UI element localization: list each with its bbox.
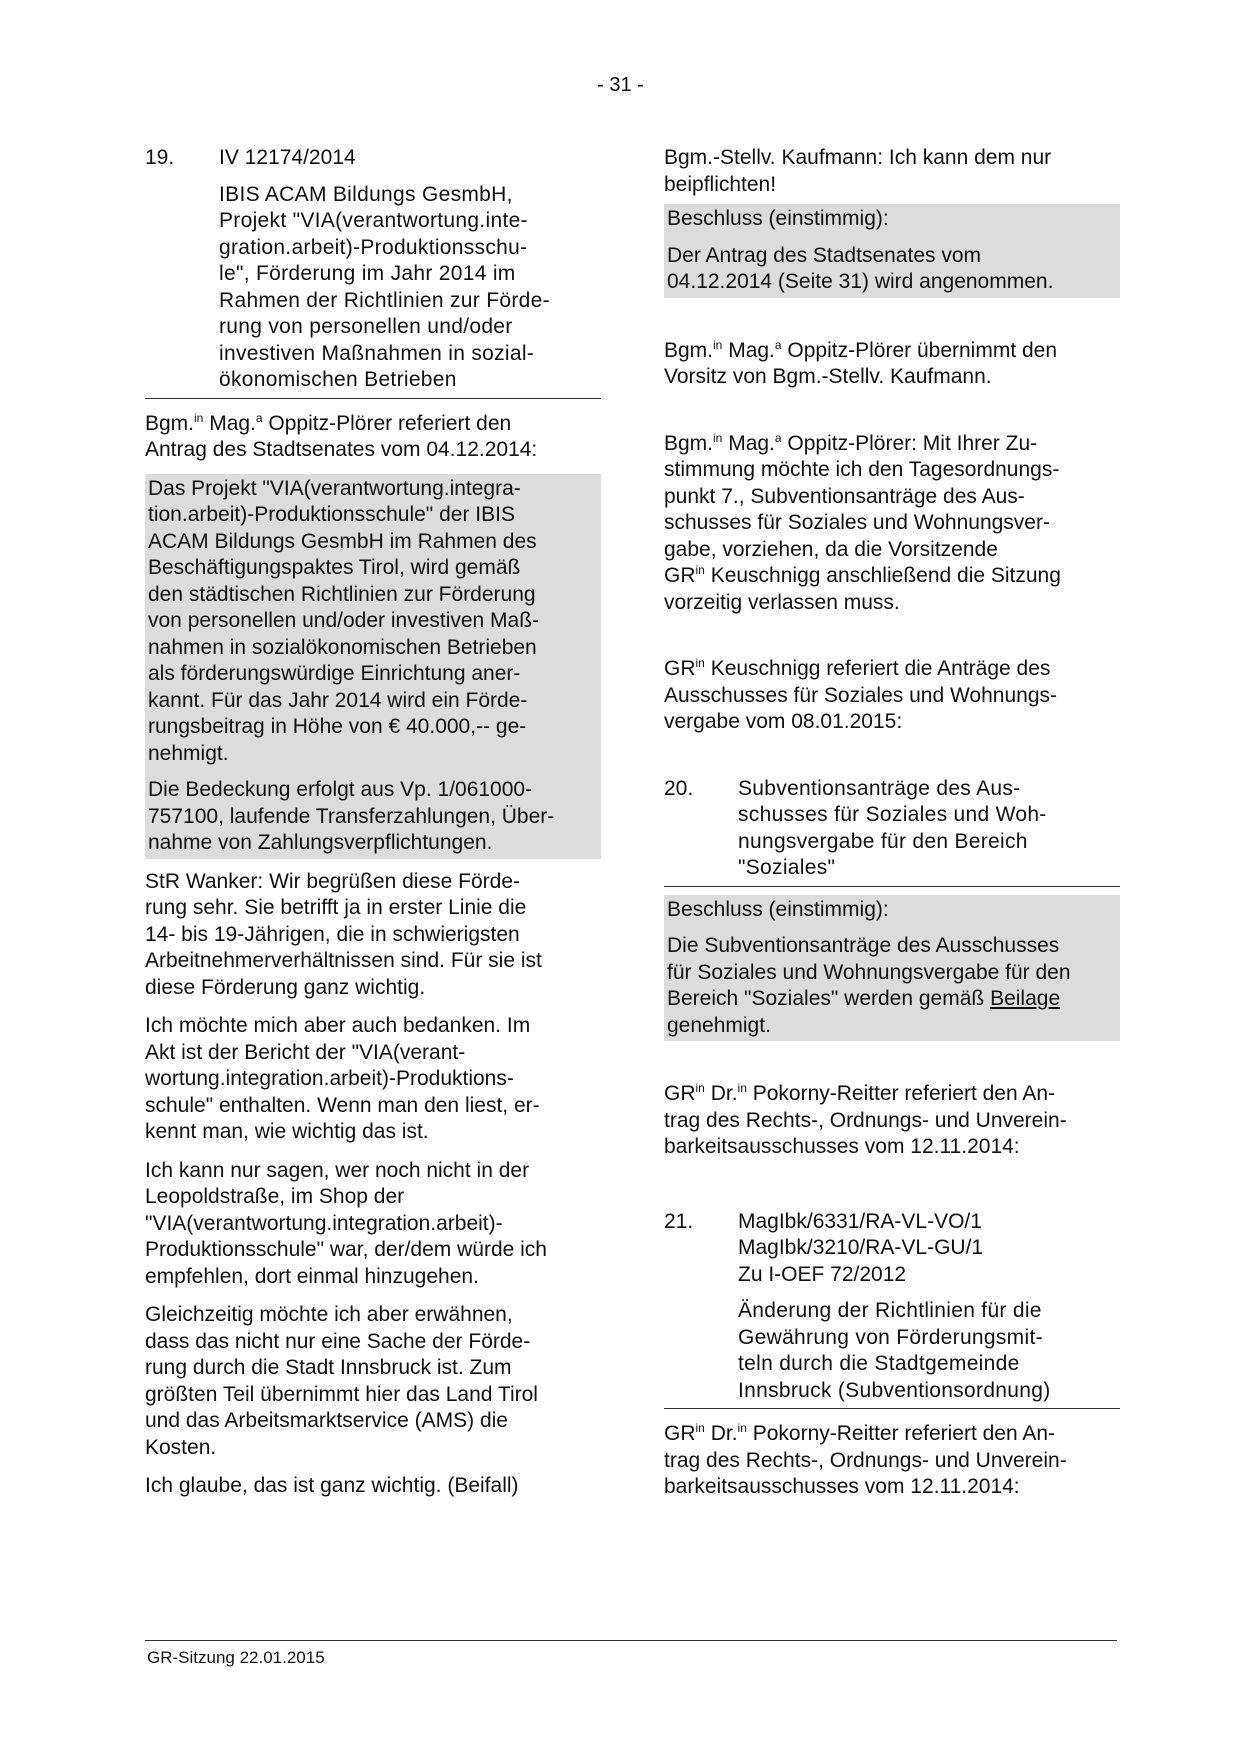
chair-change-paragraph	[664, 338, 1120, 391]
text-line: Beschäftigungspaktes Tirol, wird gemäß	[148, 556, 521, 579]
text-line: Dr.	[710, 1422, 738, 1445]
text-line: Leopoldstraße, im Shop der	[145, 1185, 405, 1208]
text-line: für Soziales und Wohnungsvergabe für den	[667, 960, 1071, 984]
text-line: "Soziales"	[738, 856, 836, 879]
speech-paragraph	[145, 1158, 601, 1291]
text-line: in	[713, 337, 723, 352]
text-line: genehmigt.	[667, 1013, 771, 1037]
text-line: dass das nicht nur eine Sache der Förde-	[145, 1329, 531, 1353]
text-line: Mag.	[728, 338, 775, 362]
text-line: diese Förderung ganz wichtig.	[145, 975, 426, 999]
text-line: GR	[664, 1082, 696, 1105]
title-line: IBIS ACAM Bildungs GesmbH,	[219, 182, 513, 206]
footer-session-date: GR-Sitzung 22.01.2015	[147, 1648, 325, 1667]
text-line: schule" enthalten. Wenn man den liest, er-	[145, 1093, 540, 1117]
text-line: "VIA(verantwortung.integration.arbeit)-	[145, 1211, 503, 1235]
text-line: trag des Rechts-, Ordnungs- und Unverein-	[664, 1448, 1067, 1472]
speech-paragraph	[145, 1302, 601, 1461]
text-line: 757100, laufende Transferzahlungen, Über-	[148, 804, 555, 828]
text-line: Ich möchte mich aber auch bedanken. Im	[145, 1014, 531, 1037]
text-line: Dr.	[710, 1082, 738, 1105]
left-column	[145, 145, 601, 1500]
text-line: Keuschnigg anschließend die Sitzung	[710, 564, 1061, 587]
chair-statement-paragraph	[664, 431, 1120, 617]
text-line: Die Subventionsanträge des Ausschusses	[667, 934, 1060, 957]
text-line: Zu I-OEF 72/2012	[738, 1262, 907, 1286]
text-line: stimmung möchte ich den Tagesordnungs-	[664, 458, 1060, 481]
speech-paragraph	[145, 869, 601, 1002]
text-line: Innsbruck (Subventionsordnung)	[738, 1378, 1051, 1402]
text-line: GR	[664, 657, 696, 680]
text-line: Ich glaube, das ist ganz wichtig. (Beifall)	[145, 1474, 519, 1497]
speech-paragraph	[145, 1473, 601, 1500]
text-line: MagIbk/3210/RA-VL-GU/1	[738, 1236, 984, 1259]
text-line: GR	[664, 564, 696, 587]
text-line: Subventionsanträge des Aus-	[738, 776, 1021, 800]
page-number: - 31 -	[597, 74, 644, 96]
text-line: Gleichzeitig möchte ich aber erwähnen,	[145, 1303, 513, 1326]
text-line: Pokorny-Reitter referiert den An-	[752, 1422, 1056, 1445]
title-line: Rahmen der Richtlinien zur Förde-	[219, 288, 550, 312]
text-line: empfehlen, dort einmal hinzugehen.	[145, 1264, 479, 1288]
title-line: Projekt "VIA(verantwortung.inte-	[219, 209, 528, 232]
resolution-box-1	[664, 204, 1120, 298]
text-line: schusses für Soziales und Woh-	[738, 803, 1047, 826]
text-line: in	[713, 430, 723, 445]
title-line: le", Förderung im Jahr 2014 im	[219, 262, 516, 285]
speech-paragraph	[145, 1013, 601, 1146]
text-line: und das Arbeitsmarktservice (AMS) die	[145, 1409, 508, 1432]
item-19-title	[145, 182, 601, 399]
text-line: Mag.	[728, 431, 775, 455]
title-line: rung von personellen und/oder	[219, 315, 513, 338]
item-reference: IV 12174/2014	[219, 146, 356, 169]
text-line: punkt 7., Subventionsanträge des Aus-	[664, 484, 1025, 508]
text-line: Gewährung von Förderungsmit-	[738, 1325, 1043, 1349]
item-21-references	[738, 1209, 1120, 1289]
text-line: barkeitsausschusses vom 12.11.2014:	[664, 1135, 1020, 1158]
box-paragraph-2	[148, 777, 598, 857]
text-line: Bereich "Soziales" werden gemäß	[667, 987, 991, 1010]
text-line: Bgm.	[664, 431, 714, 455]
text-line: Bgm.	[145, 411, 195, 435]
text-line: nungsvergabe für den Bereich	[738, 829, 1028, 853]
text-line: barkeitsausschusses vom 12.11.2014:	[664, 1475, 1020, 1498]
text-line: vergabe vom 08.01.2015:	[664, 710, 903, 733]
text-line: gabe, vorziehen, da die Vorsitzende	[664, 537, 998, 561]
beilage-link[interactable]: Beilage	[990, 987, 1061, 1010]
text-line: in	[695, 656, 705, 670]
item-19-heading	[145, 145, 601, 172]
intro-paragraph	[145, 411, 601, 464]
text-line: Ausschusses für Soziales und Wohnungs-	[664, 683, 1057, 707]
text-line: Bgm.-Stellv. Kaufmann: Ich kann dem nur	[664, 146, 1052, 169]
resolution-box-2	[664, 895, 1120, 1042]
text-line: schusses für Soziales und Wohnungsver-	[664, 511, 1050, 534]
item-21-title	[664, 1298, 1120, 1409]
text-line: a	[774, 430, 782, 445]
resolution-box	[145, 474, 601, 859]
item-20-title	[738, 776, 1120, 882]
item-number: 21.	[664, 1209, 694, 1233]
text-line: Oppitz-Plörer referiert den	[268, 411, 512, 435]
item-number: 19.	[145, 146, 175, 169]
text-line: Produktionsschule" war, der/dem würde ich	[145, 1238, 547, 1261]
text-line: teln durch die Stadtgemeinde	[738, 1352, 1020, 1375]
pokorny-paragraph-1	[664, 1081, 1120, 1161]
item-21-heading	[664, 1209, 1120, 1289]
item-number: 20.	[664, 776, 694, 800]
text-line: rung sehr. Sie betrifft ja in erster Linie die	[145, 896, 527, 919]
footer-divider	[145, 1640, 1117, 1641]
text-line: rungsbeitrag in Höhe von € 40.000,-- ge-	[148, 715, 527, 738]
title-line: investiven Maßnahmen in sozial-	[219, 341, 535, 365]
stellv-statement	[664, 145, 1120, 198]
text-line: a	[774, 337, 782, 352]
text-line: nehmigt.	[148, 741, 229, 765]
text-line: in	[737, 1081, 747, 1095]
text-line: wortung.integration.arbeit)-Produktions-	[145, 1067, 514, 1090]
text-line: Ich kann nur sagen, wer noch nicht in der	[145, 1158, 530, 1182]
item-20-heading	[664, 776, 1120, 887]
title-line: ökonomischen Betrieben	[219, 368, 457, 391]
text-line: größten Teil übernimmt hier das Land Tirol	[145, 1382, 538, 1406]
pokorny-paragraph-2	[664, 1421, 1120, 1501]
text-line: 14- bis 19-Jährigen, die in schwierigsten	[145, 922, 520, 946]
text-line: Mag.	[209, 411, 256, 435]
text-line: kennt man, wie wichtig das ist.	[145, 1120, 429, 1143]
right-column	[664, 145, 1120, 1501]
text-line: den städtischen Richtlinien zur Förderung	[148, 582, 536, 606]
text-line: rung durch die Stadt Innsbruck ist. Zum	[145, 1356, 512, 1379]
text-line: Der Antrag des Stadtsenates vom	[667, 243, 982, 267]
text-line: tion.arbeit)-Produktionsschule" der IBIS	[148, 503, 515, 526]
text-line: Änderung der Richtlinien für die	[738, 1299, 1042, 1322]
text-line: kannt. Für das Jahr 2014 wird ein Förde-	[148, 688, 528, 712]
text-line: Die Bedeckung erfolgt aus Vp. 1/061000-	[148, 778, 533, 801]
text-line: Vorsitz von Bgm.-Stellv. Kaufmann.	[664, 365, 992, 388]
text-line: nahmen in sozialökonomischen Betrieben	[148, 635, 537, 659]
text-line: als förderungswürdige Einrichtung aner-	[148, 662, 521, 685]
resolution-heading: Beschluss (einstimmig):	[667, 897, 889, 921]
text-line: 04.12.2014 (Seite 31) wird angenommen.	[667, 270, 1054, 293]
text-line: in	[695, 1081, 705, 1095]
title-line: gration.arbeit)-Produktionsschu-	[219, 235, 528, 259]
text-line: von personellen und/oder investiven Maß-	[148, 609, 540, 632]
text-line: Akt ist der Bericht der "VIA(verant-	[145, 1040, 466, 1064]
text-line: in	[695, 1421, 705, 1435]
text-line: Antrag des Stadtsenates vom 04.12.2014:	[145, 438, 538, 461]
text-line: in	[194, 410, 204, 425]
text-line: in	[737, 1421, 747, 1435]
text-line: nahme von Zahlungsverpflichtungen.	[148, 831, 493, 854]
text-line: beipflichten!	[664, 172, 777, 196]
text-line: Oppitz-Plörer: Mit Ihrer Zu-	[787, 431, 1038, 455]
text-line: GR	[664, 1422, 696, 1445]
text-line: Oppitz-Plörer übernimmt den	[787, 338, 1058, 362]
text-line: ACAM Bildungs GesmbH im Rahmen des	[148, 529, 537, 553]
text-line: Pokorny-Reitter referiert den An-	[752, 1082, 1056, 1105]
text-line: vorzeitig verlassen muss.	[664, 590, 900, 614]
text-line: Arbeitnehmerverhältnissen sind. Für sie ist	[145, 949, 542, 972]
resolution-heading: Beschluss (einstimmig):	[667, 207, 889, 230]
text-line: in	[695, 563, 705, 577]
text-line: MagIbk/6331/RA-VL-VO/1	[738, 1209, 982, 1233]
text-line: StR Wanker: Wir begrüßen diese Förde-	[145, 869, 521, 893]
keuschnigg-paragraph	[664, 656, 1120, 736]
box-paragraph-1	[148, 476, 598, 768]
text-line: trag des Rechts-, Ordnungs- und Unverein-	[664, 1108, 1067, 1132]
text-line: Bgm.	[664, 338, 714, 362]
text-line: a	[255, 410, 263, 425]
text-line: Kosten.	[145, 1435, 217, 1459]
text-line: Keuschnigg referiert die Anträge des	[710, 657, 1051, 680]
text-line: Das Projekt "VIA(verantwortung.integra-	[148, 476, 521, 500]
